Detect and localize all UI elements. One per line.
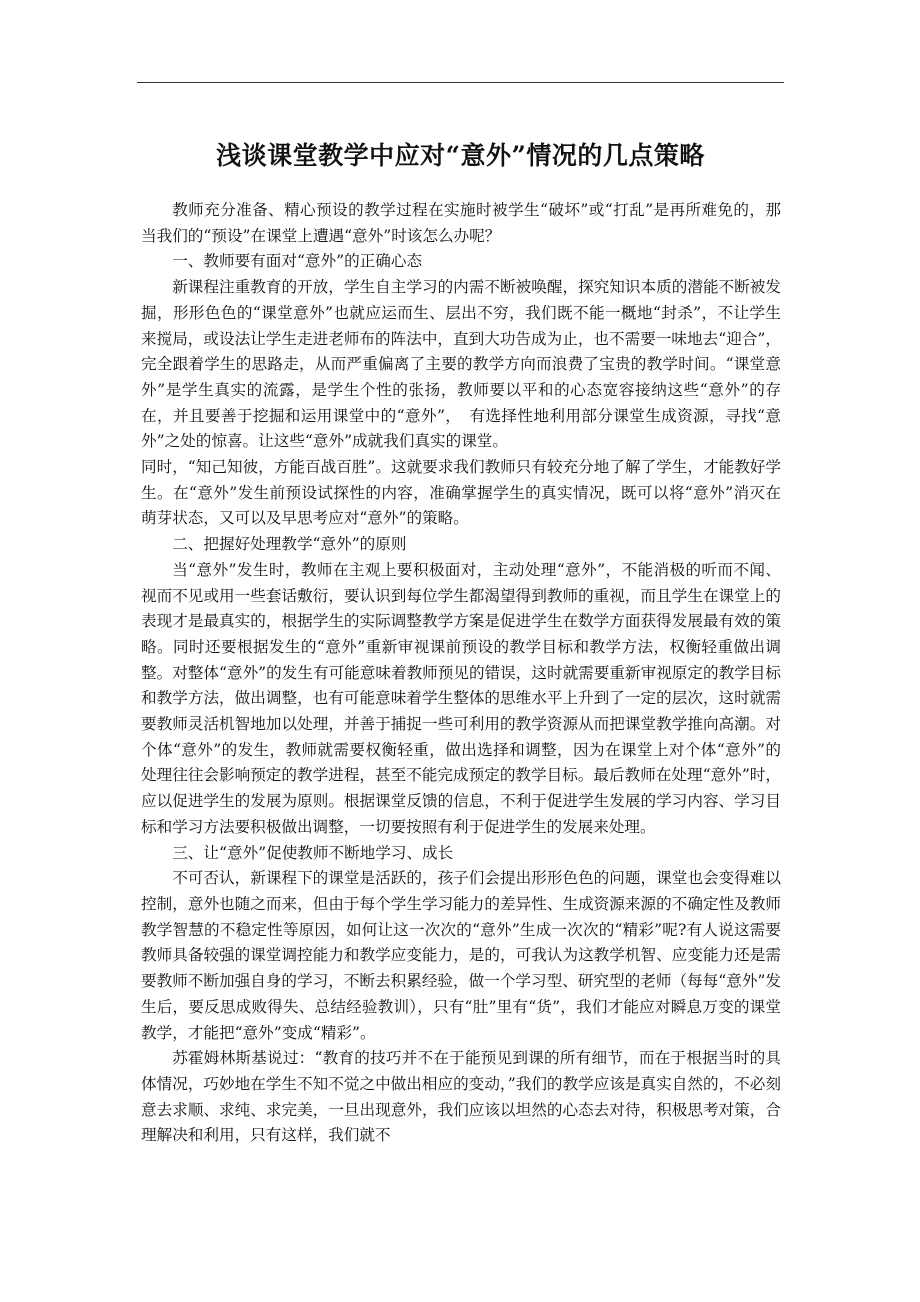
paragraph: 新课程注重教育的开放，学生自主学习的内需不断被唤醒，探究知识本质的潜能不断被发掘，形形色色的“课堂意外”也就应运而生、层出不穷，我们既不能一概地“封杀”，不让学生来搅局，或设法让学生走进老师布的阵法中，直到大功告成为止，也不需要一味地去“迎合”，完全跟着学生的思路走，从而严重偏离了主要的教学方向而浪费了宝贵的教学时间。“课堂意外”是学生真实的流露，是学生个性的张扬，教师要以平和的心态宽容接纳这些“意外”的存在，并且要善于挖掘和运用课堂中的“意外”， 有选择性地利用部分课堂生成资源，寻找“意外”之处的惊喜。让这些“意外”成就我们真实的课堂。: [141, 278, 781, 451]
section-heading: 一、教师要有面对“意外”的正确心态: [172, 252, 423, 271]
paragraph: 不可否认，新课程下的课堂是活跃的，孩子们会提出形形色色的问题，课堂也会变得难以控制，意外也随之而来，但由于每个学生学习能力的差异性、生成资源来源的不确定性及教师教学智慧的不稳定性等原因，如何让这一次次的“意外”生成一次次的“精彩”呢?有人说这需要教师具备较强的课堂调控能力和教学应变能力，是的，可我认为这教学机智、应变能力还是需要教师不断加强自身的学习，不断去积累经验，做一个学习型、研究型的老师（每每“意外”发生后，要反思成败得失、总结经验教训），只有“肚”里有“货”，我们才能应对瞬息万变的课堂教学，才能把“意外”变成“精彩”。: [141, 869, 781, 1042]
section-heading: 二、把握好处理教学“意外”的原则: [172, 535, 407, 554]
paragraph: 苏霍姆林斯基说过：“教育的技巧并不在于能预见到课的所有细节，而在于根据当时的具体情况，巧妙地在学生不知不觉之中做出相应的变动，”我们的教学应该是真实自然的，不必刻意去求顺、求纯、求完美，一旦出现意外，我们应该以坦然的心态去对待，积极思考对策，合理解决和利用，只有这样，我们就不: [141, 1049, 781, 1145]
paragraph: 当“意外”发生时，教师在主观上要积极面对，主动处理“意外”，不能消极的听而不闻、视而不见或用一些套话敷衍，要认识到每位学生都渴望得到教师的重视，而且学生在课堂上的表现才是最真实的，根据学生的实际调整教学方案是促进学生在数学方面获得发展最有效的策略。同时还要根据发生的“意外”重新审视课前预设的教学目标和教学方法，权衡轻重做出调整。对整体“意外”的发生有可能意味着教师预见的错误，这时就需要重新审视原定的教学目标和教学方法，做出调整，也有可能意味着学生整体的思维水平上升到了一定的层次，这时就需要教师灵活机智地加以处理，并善于捕捉一些可利用的教学资源从而把课堂教学推向高潮。对个体“意外”的发生，教师就需要权衡轻重，做出选择和调整，因为在课堂上对个体“意外”的处理往往会影响预定的教学进程，甚至不能完成预定的教学目标。最后教师在处理“意外”时，应以促进学生的发展为原则。根据课堂反馈的信息，不利于促进学生发展的学习内容、学习目标和学习方法要积极做出调整，一切要按照有利于促进学生的发展来处理。: [141, 560, 781, 836]
paragraph: 同时，“知己知彼，方能百战百胜”。这就要求我们教师只有较充分地了解了学生，才能教好学生。在“意外”发生前预设试探性的内容，准确掌握学生的真实情况，既可以将“意外”消灭在萌芽状态，又可以及早思考应对“意外”的策略。: [141, 458, 781, 528]
document-title: 浅谈课堂教学中应对“意外”情况的几点策略: [216, 141, 705, 170]
header-rule: [137, 82, 784, 83]
section-heading: 三、让“意外”促使教师不断地学习、成长: [172, 843, 454, 862]
document-body: [141, 198, 781, 1149]
paragraph: 教师充分准备、精心预设的教学过程在实施时被学生“破坏”或“打乱”是再所难免的，那当我们的“预设”在课堂上遭遇“意外”时该怎么办呢？: [141, 201, 781, 245]
